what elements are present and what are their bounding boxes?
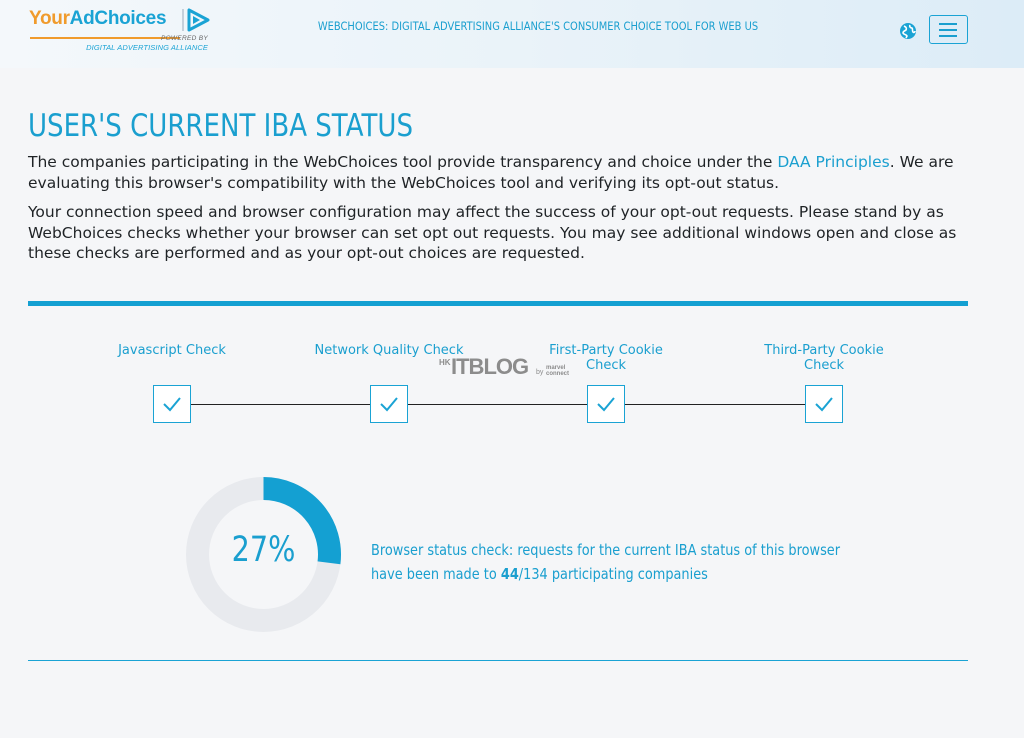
- progress-percent: 27%: [231, 530, 296, 570]
- logo-wordmark: YourAdChoices: [29, 8, 167, 29]
- watermark-brand: marvel connect: [546, 365, 570, 377]
- site-header: [0, 0, 1024, 68]
- connection-notice-paragraph: Your connection speed and browser configuration may affect the success of your opt-out requests. Please stand by as WebChoices checks whether your browser can set opt out requests. You may see additional windows open and close as these checks are performed and as your opt-out choices are requested.: [28, 203, 957, 262]
- watermark-by: by: [536, 369, 544, 376]
- step-label-third-party: Third-Party Cookie Check: [764, 343, 884, 373]
- checkmark-icon: [596, 394, 616, 414]
- checkmark-icon: [379, 394, 399, 414]
- step-connector: [408, 404, 587, 405]
- intro-paragraph: The companies participating in the WebChoices tool provide transparency and choice under the DAA Principles. We are evaluating this browser's compatibility with the WebChoices tool and verifying its opt-out status.: [28, 153, 954, 192]
- section-divider: [28, 301, 968, 306]
- step-connector: [191, 404, 370, 405]
- browser-status-text: Browser status check: requests for the current IBA status of this browser have been made to 44/134 participating companies: [371, 541, 841, 583]
- menu-bar-icon: [939, 23, 957, 25]
- logo-alliance-name: DIGITAL ADVERTISING ALLIANCE: [86, 43, 208, 52]
- header-title: WEBCHOICES: DIGITAL ADVERTISING ALLIANCE'S CONSUMER CHOICE TOOL FOR WEB US: [317, 19, 759, 33]
- step-check-third-party: [805, 385, 843, 423]
- step-label-network: Network Quality Check: [314, 343, 464, 358]
- daa-principles-link[interactable]: DAA Principles: [777, 153, 890, 171]
- menu-bar-icon: [939, 35, 957, 37]
- completed-count: 44: [500, 565, 519, 583]
- step-label-javascript: Javascript Check: [118, 343, 226, 358]
- youradchoices-logo[interactable]: [28, 6, 218, 56]
- step-label-first-party: First-Party Cookie Check: [549, 343, 663, 373]
- menu-button[interactable]: [929, 15, 968, 44]
- logo-powered-by: POWERED BY: [160, 35, 208, 42]
- step-check-javascript: [153, 385, 191, 423]
- step-check-network: [370, 385, 408, 423]
- watermark-hk: HK: [439, 358, 451, 367]
- checkmark-icon: [162, 394, 182, 414]
- checkmark-icon: [814, 394, 834, 414]
- page-title: USER'S CURRENT IBA STATUS: [28, 108, 413, 144]
- step-connector: [625, 404, 805, 405]
- globe-icon[interactable]: [899, 22, 917, 40]
- adchoices-play-icon: [180, 7, 214, 35]
- step-check-first-party: [587, 385, 625, 423]
- menu-bar-icon: [939, 29, 957, 31]
- bottom-divider: [28, 660, 968, 661]
- watermark-main: ITBLOG: [451, 354, 529, 379]
